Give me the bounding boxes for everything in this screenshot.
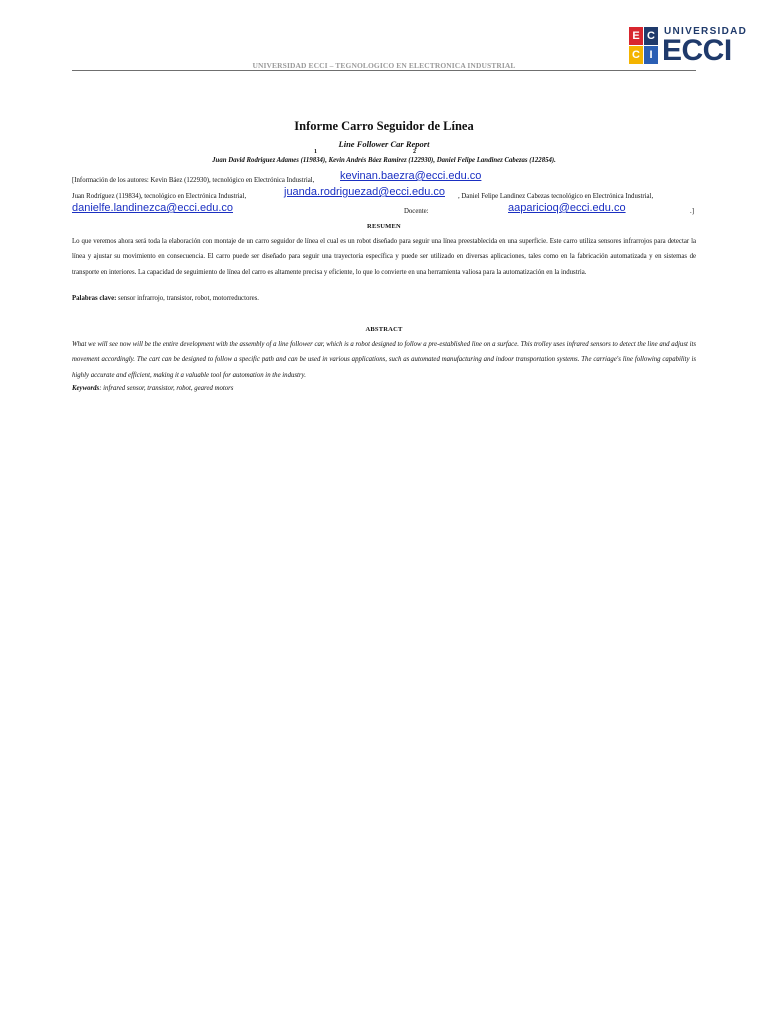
paper-subtitle: Line Follower Car Report bbox=[338, 139, 430, 149]
email-link-juan[interactable]: juanda.rodriguezad@ecci.edu.co bbox=[284, 186, 445, 198]
resumen-heading: RESUMEN bbox=[367, 223, 401, 230]
author-info-line-2b: , Daniel Felipe Landinez Cabezas tecnológico en Electrónica Industrial, bbox=[458, 193, 654, 200]
author-2: , Kevin Andrés Báez Ramirez bbox=[325, 157, 407, 164]
abstract-keywords-text: : infrared sensor, transistor, robot, geared motors bbox=[99, 385, 234, 392]
logo-name: ECCI bbox=[662, 34, 732, 67]
email-link-daniel[interactable]: danielfe.landinezca@ecci.edu.co bbox=[72, 202, 233, 214]
paper-title: Informe Carro Seguidor de Línea bbox=[294, 119, 474, 133]
author-3: (122930), Daniel Felipe Landinez Cabezas (122854). bbox=[406, 157, 556, 164]
abstract-heading: ABSTRACT bbox=[365, 326, 403, 333]
logo-university-label: UNIVERSIDAD bbox=[664, 26, 748, 37]
logo-letter-grid bbox=[629, 27, 659, 65]
author-superscript-2: 2 bbox=[413, 149, 416, 155]
resumen-keywords bbox=[72, 295, 259, 302]
abstract-keywords-label: Keywords bbox=[72, 385, 100, 392]
author-info-text-1: [Información de los autores: Kevin Báez (122930), tecnológico en Electrónica Industrial, bbox=[72, 177, 315, 184]
author-line bbox=[72, 157, 696, 164]
author-info-line-1 bbox=[72, 177, 314, 184]
logo-cell-i: I bbox=[644, 46, 658, 64]
docente-label: Docente: bbox=[404, 208, 429, 215]
abstract-body: What we will see now will be the entire development with the assembly of a line follower car, which is a robot designed to follow a pre-established line on a surface. This trolley uses infrared sensors to detect the line and adjust its movement accordingly. The cart can be designed to follow a specific path and can be used in various applications, such as automated manufacturing and indoor transportation systems. The carriage's line following capability is highly accurate and efficient, making it a valuable tool for automation in the industry. bbox=[72, 341, 696, 379]
resumen-keywords-label: Palabras clave: bbox=[72, 295, 117, 302]
logo-cell-e: E bbox=[629, 27, 643, 45]
author-info-line-2a: Juan Rodríguez (119834), tecnológico en Electrónica Industrial, bbox=[72, 193, 247, 200]
author-1: Juan David Rodriguez Adames (119834) bbox=[212, 157, 326, 164]
author-superscript-1: 1 bbox=[314, 149, 317, 155]
header-divider bbox=[72, 70, 696, 71]
logo-cell-c2: C bbox=[629, 46, 643, 64]
running-header: UNIVERSIDAD ECCI – TEGNOLOGICO EN ELECTRONICA INDUSTRIAL bbox=[252, 61, 516, 70]
email-link-kevin[interactable]: kevinan.baezra@ecci.edu.co bbox=[340, 170, 482, 182]
logo-cell-c1: C bbox=[644, 27, 658, 45]
email-link-docente[interactable]: aaparicioq@ecci.edu.co bbox=[508, 202, 626, 214]
abstract-keywords bbox=[72, 385, 233, 392]
author-info-closing: .] bbox=[690, 208, 694, 215]
resumen-keywords-text: sensor infrarrojo, transistor, robot, motorreductores. bbox=[116, 295, 259, 302]
resumen-body: Lo que veremos ahora será toda la elaboración con montaje de un carro seguidor de línea el cual es un robot diseñado para seguir una línea preestablecida en una superficie. Este carro utiliza sensores infrarrojos para detectar la línea y ajustar su movimiento en consecuencia. El carro puede ser diseñado para seguir una trayectoria específica y puede ser utilizado en diversas aplicaciones, tales como en la fabricación automatizada y en sistemas de transporte en interiores. La capacidad de seguimiento de línea del carro es altamente precisa y eficiente, lo que lo convierte en una herramienta valiosa para la automatización en la industria. bbox=[72, 238, 696, 276]
